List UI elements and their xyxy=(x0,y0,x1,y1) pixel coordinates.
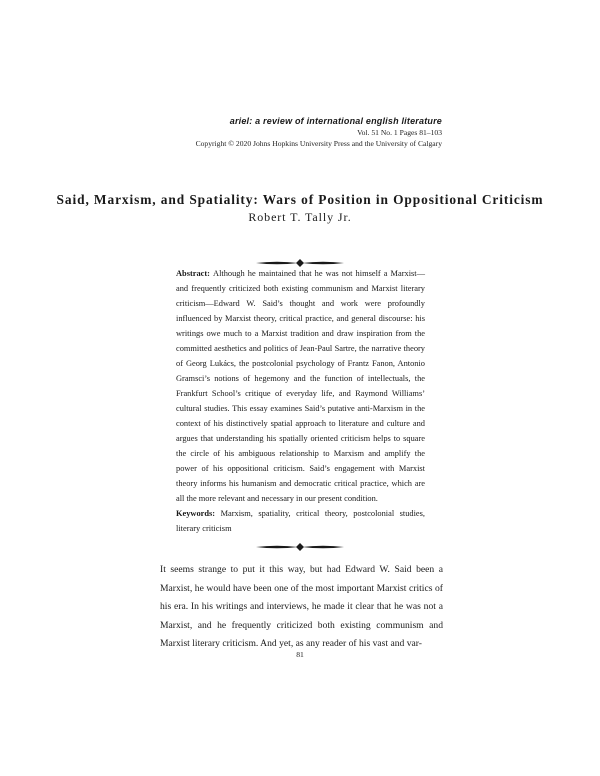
article-title: Said, Marxism, and Spatiality: Wars of Position in Oppositional Criticism xyxy=(56,192,544,207)
abstract-label: Abstract: xyxy=(176,269,214,278)
abstract-text: Although he maintained that he was not himself a Marxist—and frequently criticized both existing communism and Marxist literary criticism—Edward W. Said’s thought and work were profoundly influenced by Marxist theory, critical practice, and general discourse: his writings owe much to a Marxist tradition and draw inspiration from the committed aesthetics and politics of Jean-Paul Sartre, the narrative theory of Georg Lukács, the postcolonial psychology of Frantz Fanon, Antonio Gramsci’s notions of hegemony and the function of intellectuals, the Frankfurt School’s critique of everyday life, and Raymond Williams’ cultural studies. This essay examines Said’s putative anti-Marxism in the context of his distinctively spatial approach to literature and culture and argues that understanding his spatially oriented criticism helps to square the circle of his ambiguous relationship to Marxism and amplify the power of his oppositional criticism. Said’s engagement with Marxist theory informs his humanism and democratic critical practice, which are all the more relevant and necessary in our present condition. xyxy=(176,269,425,503)
keywords xyxy=(176,506,425,536)
title-block xyxy=(0,191,600,226)
copyright-notice: Copyright © 2020 Johns Hopkins University Press and the University of Calgary xyxy=(195,139,442,148)
section-ornament-bottom xyxy=(0,538,600,556)
journal-header xyxy=(196,115,442,149)
body-paragraph: It seems strange to put it this way, but had Edward W. Said been a Marxist, he would have been one of the most important Marxist critics of his era. In his writings and interviews, he made it clear that he was not a Marxist, and he frequently criticized both existing communism and Marxist literary criticism. And yet, as any reader of his vast and var- xyxy=(160,564,443,649)
ornament-divider-icon xyxy=(254,543,346,551)
article-author: Robert T. Tally Jr. xyxy=(248,210,352,224)
page-number: 81 xyxy=(296,650,304,659)
journal-title: ariel: a review of international english literature xyxy=(229,116,442,126)
body-text xyxy=(160,561,443,654)
keywords-text: Marxism, spatiality, critical theory, postcolonial studies, literary criticism xyxy=(176,509,426,533)
keywords-label: Keywords: xyxy=(176,509,221,518)
abstract xyxy=(176,266,425,506)
volume-info: Vol. 51 No. 1 Pages 81–103 xyxy=(357,128,442,137)
